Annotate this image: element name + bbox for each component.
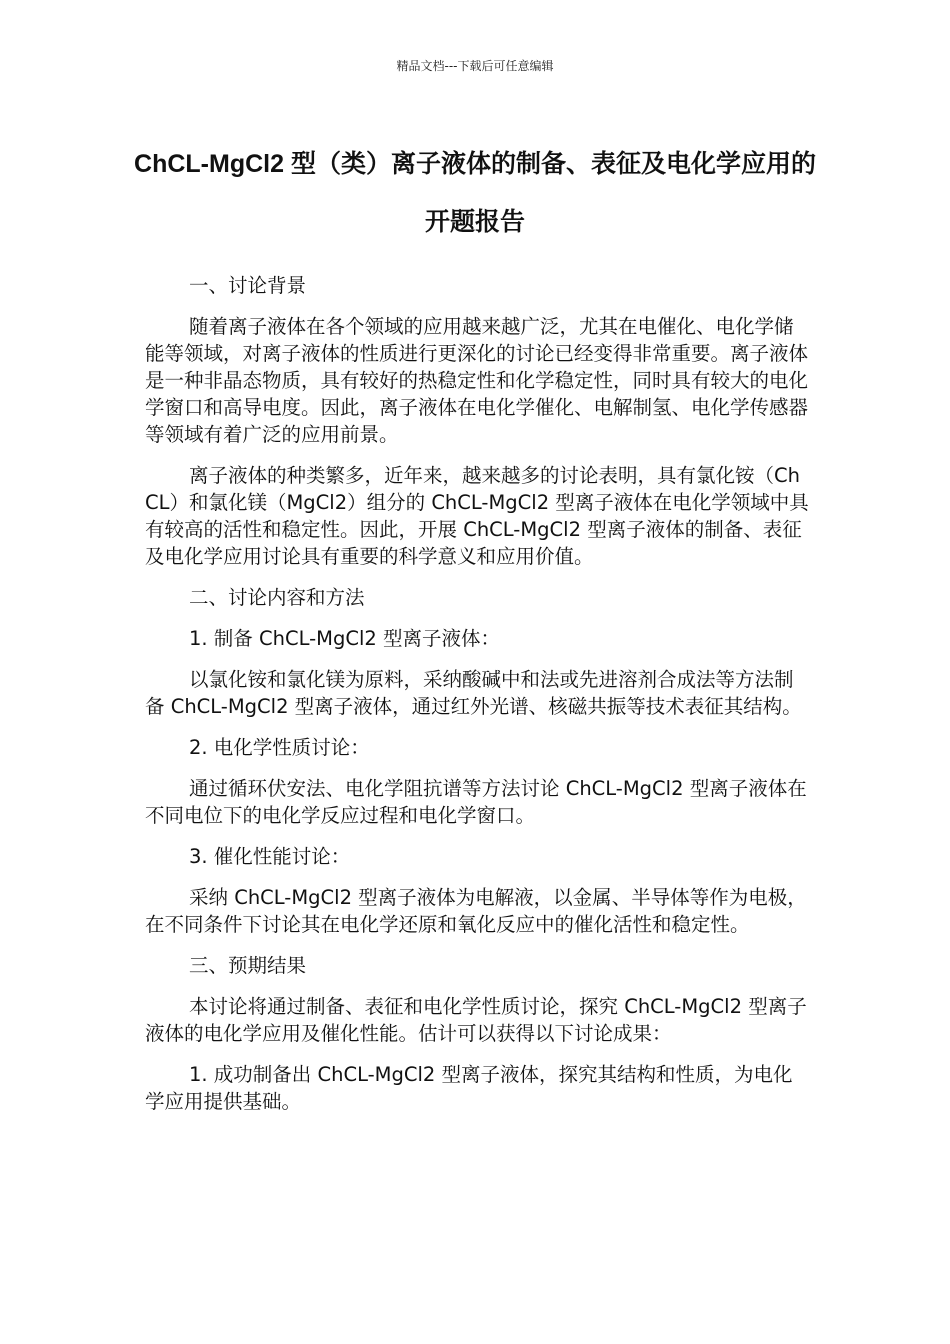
- item-heading-catalysis: 3. 催化性能讨论：: [189, 845, 351, 868]
- paragraph-background-1: 随着离子液体在各个领域的应用越来越广泛，尤其在电催化、电化学储能等领域，对离子液体的性质进行更深化的讨论已经变得非常重要。离子液体是一种非晶态物质，具有较好的热稳定性和化学稳定性，同时具有较大的电化学窗口和高导电度。因此，离子液体在电化学催化、电解制氢、电化学传感器等领域有着广泛的应用前景。: [145, 315, 809, 446]
- document-title: ChCL-MgCl2 型（类）离子液体的制备、表征及电化学应用的开题报告: [134, 150, 816, 236]
- paragraph-catalysis: 采纳 ChCL-MgCl2 型离子液体为电解液，以金属、半导体等作为电极，在不同条件下讨论其在电化学还原和氧化反应中的催化活性和稳定性。: [145, 886, 807, 936]
- paragraph-background-2: 离子液体的种类繁多，近年来，越来越多的讨论表明，具有氯化铵（ChCL）和氯化镁（MgCl2）组分的 ChCL-MgCl2 型离子液体在电化学领域中具有较高的活性和稳定性。因此，开展 ChCL-MgCl2 型离子液体的制备、表征及电化学应用讨论具有重要的科学意义和应用价值。: [145, 464, 809, 568]
- document-body: [145, 272, 809, 1129]
- header-note: 精品文档---下载后可任意编辑: [396, 59, 554, 73]
- section-heading-expected-results: 三、预期结果: [189, 954, 307, 977]
- paragraph-preparation: 以氯化铵和氯化镁为原料，采纳酸碱中和法或先进溶剂合成法等方法制备 ChCL-MgCl2 型离子液体，通过红外光谱、核磁共振等技术表征其结构。: [145, 668, 802, 718]
- section-heading-content-methods: 二、讨论内容和方法: [189, 586, 365, 609]
- paragraph-expected-results: 本讨论将通过制备、表征和电化学性质讨论，探究 ChCL-MgCl2 型离子液体的电化学应用及催化性能。估计可以获得以下讨论成果：: [145, 995, 807, 1045]
- item-heading-preparation: 1. 制备 ChCL-MgCl2 型离子液体：: [189, 627, 500, 650]
- list-item-expected-result-1: 1. 成功制备出 ChCL-MgCl2 型离子液体，探究其结构和性质，为电化学应用提供基础。: [145, 1063, 793, 1113]
- item-heading-electrochemistry: 2. 电化学性质讨论：: [189, 736, 370, 759]
- paragraph-electrochemistry: 通过循环伏安法、电化学阻抗谱等方法讨论 ChCL-MgCl2 型离子液体在不同电位下的电化学反应过程和电化学窗口。: [145, 777, 807, 827]
- section-heading-background: 一、讨论背景: [189, 274, 307, 297]
